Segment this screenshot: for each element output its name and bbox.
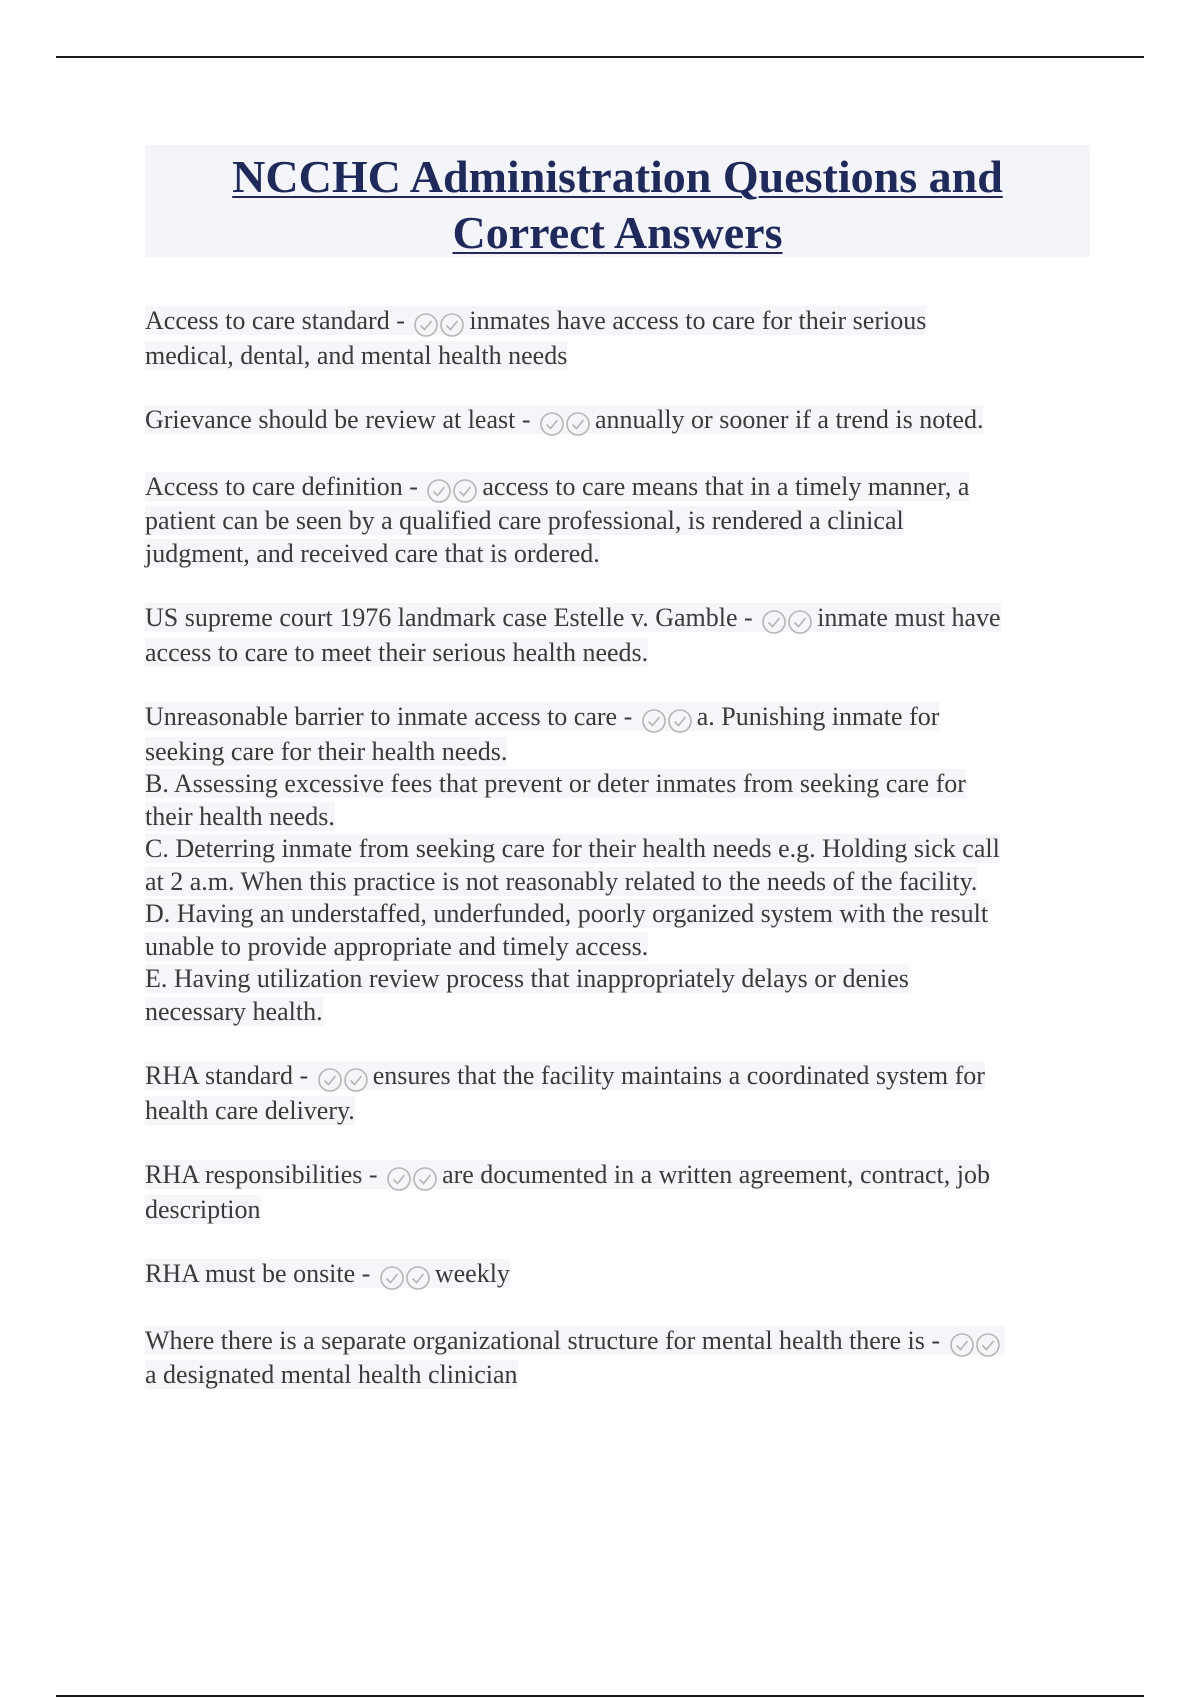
answer-text: a. Punishing inmate for [696, 702, 940, 731]
answer-line [145, 1194, 1090, 1227]
qa-item [145, 1159, 1090, 1226]
question-text: Where there is a separate organizational structure for mental health there is - [145, 1325, 941, 1355]
answer-line [145, 505, 1090, 538]
answer-text: inmate must have [817, 603, 1001, 632]
double-check-icon [761, 604, 813, 637]
answer-text: their health needs. [145, 801, 335, 831]
line-highlight [145, 932, 648, 961]
qa-first-line [145, 404, 1090, 439]
qa-first-line [145, 602, 1090, 637]
answer-text: E. Having utilization review process that inappropriately delays or denies [145, 964, 909, 993]
line-highlight [145, 472, 969, 501]
qa-item [145, 305, 1090, 372]
question-text: RHA responsibilities - [145, 1160, 378, 1189]
line-highlight [145, 769, 966, 798]
answer-text: C. Deterring inmate from seeking care for their health needs e.g. Holding sick call [145, 834, 1000, 863]
line-highlight [145, 341, 567, 370]
answer-text: description [145, 1194, 261, 1224]
line-highlight [145, 1259, 510, 1288]
qa-item [145, 404, 1090, 439]
qa-item [145, 701, 1090, 1028]
qa-item [145, 1258, 1090, 1293]
title-line-2: Correct Answers [452, 207, 783, 258]
answer-line [145, 538, 1090, 571]
line-highlight [145, 306, 926, 335]
qa-list [145, 305, 1090, 1424]
answer-text: medical, dental, and mental health needs [145, 340, 568, 370]
answer-line [145, 801, 1090, 834]
qa-item [145, 1325, 1090, 1392]
qa-first-line [145, 1325, 1090, 1360]
bottom-rule [56, 1695, 1144, 1697]
question-text: Access to care standard - [145, 306, 405, 335]
double-check-icon [949, 1327, 1001, 1360]
answer-line [145, 768, 1090, 801]
answer-line [145, 898, 1090, 931]
qa-first-line [145, 1159, 1090, 1194]
answer-line [145, 996, 1090, 1029]
answer-text: unable to provide appropriate and timely access. [145, 931, 649, 961]
line-highlight [145, 1360, 518, 1389]
top-rule [56, 56, 1144, 58]
qa-first-line [145, 701, 1090, 736]
answer-text: weekly [434, 1259, 510, 1288]
answer-text: health care delivery. [145, 1095, 355, 1125]
answer-text: access to care to meet their serious health needs. [145, 637, 649, 667]
answer-line [145, 340, 1090, 373]
line-highlight [145, 1096, 355, 1125]
answer-text: necessary health. [145, 996, 323, 1026]
qa-item [145, 471, 1090, 571]
line-highlight [145, 506, 904, 535]
line-highlight [145, 539, 600, 568]
line-highlight [145, 737, 507, 766]
qa-item [145, 602, 1090, 669]
double-check-icon [641, 703, 693, 736]
answer-text: at 2 a.m. When this practice is not reasonably related to the needs of the facility. [145, 866, 978, 896]
double-check-icon [317, 1062, 369, 1095]
document-title [145, 145, 1090, 261]
answer-text: ensures that the facility maintains a coordinated system for [372, 1061, 985, 1090]
qa-first-line [145, 1060, 1090, 1095]
question-text: RHA standard - [145, 1061, 309, 1090]
answer-text: D. Having an understaffed, underfunded, poorly organized system with the result [145, 899, 989, 928]
line-highlight [145, 603, 1001, 632]
question-text: Unreasonable barrier to inmate access to care - [145, 702, 633, 731]
line-highlight [145, 638, 648, 667]
line-highlight [145, 405, 983, 434]
answer-text: judgment, and received care that is ordered. [145, 538, 600, 568]
line-highlight [145, 899, 988, 928]
answer-text: a designated mental health clinician [145, 1360, 518, 1389]
answer-text: annually or sooner if a trend is noted. [595, 405, 984, 434]
answer-text: seeking care for their health needs. [145, 736, 508, 766]
line-highlight [145, 1195, 261, 1224]
line-highlight [145, 964, 909, 993]
qa-first-line [145, 471, 1090, 506]
double-check-icon [426, 473, 478, 506]
answer-line [145, 963, 1090, 996]
line-highlight [145, 834, 1000, 863]
line-highlight [145, 997, 323, 1026]
line-highlight [145, 1160, 990, 1189]
question-text: Access to care definition - [145, 471, 418, 501]
double-check-icon [413, 307, 465, 340]
line-highlight [145, 802, 335, 831]
answer-text: are documented in a written agreement, contract, job [442, 1160, 990, 1189]
line-highlight [145, 702, 939, 731]
answer-text: inmates have access to care for their serious [469, 306, 927, 335]
answer-line [145, 866, 1090, 899]
title-box [145, 145, 1090, 257]
question-text: Grievance should be review at least - [145, 405, 531, 434]
title-line-1: NCCHC Administration Questions and [232, 151, 1003, 202]
qa-first-line [145, 305, 1090, 340]
question-text: RHA must be onsite - [145, 1259, 371, 1288]
answer-line [145, 1095, 1090, 1128]
double-check-icon [539, 406, 591, 439]
double-check-icon [379, 1260, 431, 1293]
line-highlight [145, 1326, 1005, 1355]
line-highlight [145, 867, 977, 896]
line-highlight [145, 1061, 985, 1090]
answer-text: patient can be seen by a qualified care professional, is rendered a clinical [145, 506, 904, 535]
answer-text: access to care means that in a timely manner, a [482, 471, 970, 501]
answer-line [145, 1359, 1090, 1392]
qa-first-line [145, 1258, 1090, 1293]
answer-text: B. Assessing excessive fees that prevent or deter inmates from seeking care for [145, 769, 966, 798]
answer-line [145, 736, 1090, 769]
answer-line [145, 931, 1090, 964]
qa-item [145, 1060, 1090, 1127]
double-check-icon [386, 1161, 438, 1194]
answer-line [145, 637, 1090, 670]
question-text: US supreme court 1976 landmark case Estelle v. Gamble - [145, 603, 753, 632]
answer-line [145, 833, 1090, 866]
